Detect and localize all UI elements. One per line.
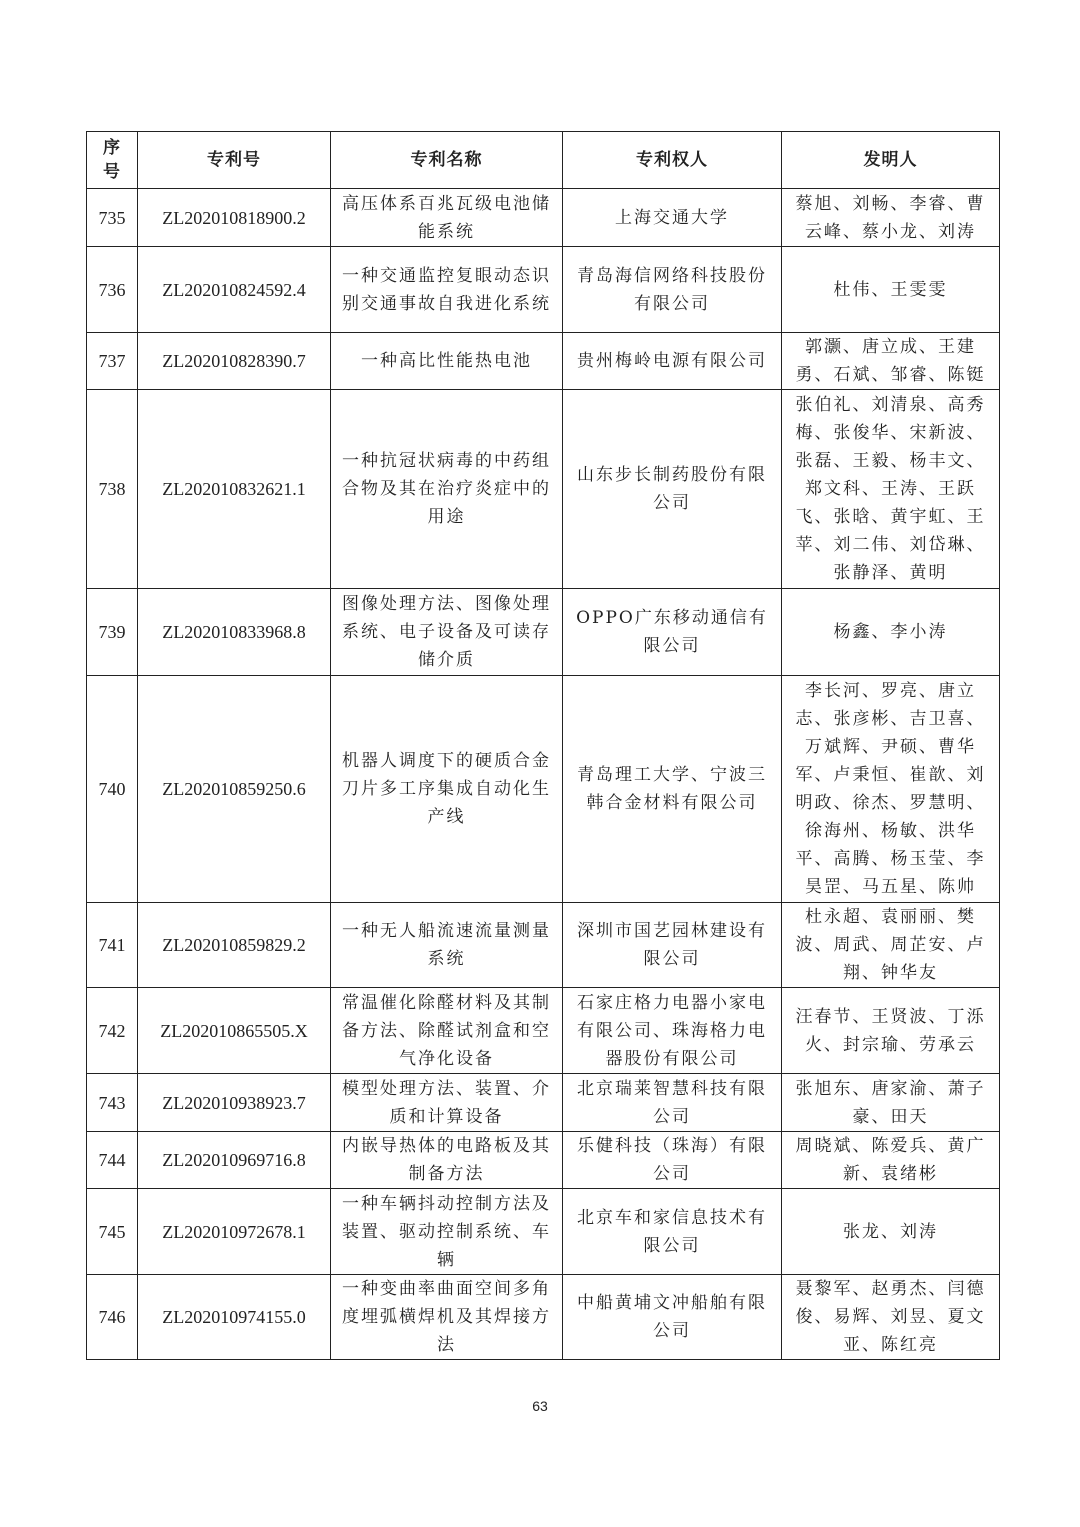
patent-number: ZL202010818900.2 — [138, 189, 331, 247]
patent-name: 内嵌导热体的电路板及其制备方法 — [331, 1132, 563, 1189]
patent-holder: 青岛理工大学、宁波三韩合金材料有限公司 — [563, 676, 782, 903]
header-inventors: 发明人 — [782, 132, 1000, 189]
header-holder: 专利权人 — [563, 132, 782, 189]
inventors: 周晓斌、陈爱兵、黄广新、袁绪彬 — [782, 1132, 1000, 1189]
table-row — [87, 589, 1000, 676]
row-number: 740 — [87, 676, 138, 903]
table-row — [87, 676, 1000, 903]
patent-number: ZL202010969716.8 — [138, 1132, 331, 1189]
row-number: 736 — [87, 247, 138, 333]
table-row — [87, 333, 1000, 390]
inventors: 张旭东、唐家渝、萧子豪、田天 — [782, 1074, 1000, 1132]
patent-holder: 青岛海信网络科技股份有限公司 — [563, 247, 782, 333]
patent-holder: 贵州梅岭电源有限公司 — [563, 333, 782, 390]
patent-number: ZL202010974155.0 — [138, 1275, 331, 1360]
patent-name: 一种交通监控复眼动态识别交通事故自我进化系统 — [331, 247, 563, 333]
header-name: 专利名称 — [331, 132, 563, 189]
table-row — [87, 1074, 1000, 1132]
patent-number: ZL202010865505.X — [138, 988, 331, 1074]
patent-name: 一种车辆抖动控制方法及装置、驱动控制系统、车辆 — [331, 1189, 563, 1275]
row-number: 744 — [87, 1132, 138, 1189]
table-row — [87, 1275, 1000, 1360]
inventors: 张伯礼、刘清泉、高秀梅、张俊华、宋新波、张磊、王毅、杨丰文、郑文科、王涛、王跃飞、张晗、黄宇虹、王苹、刘二伟、刘岱琳、张静泽、黄明 — [782, 390, 1000, 589]
patent-number: ZL202010832621.1 — [138, 390, 331, 589]
patent-holder: 北京车和家信息技术有限公司 — [563, 1189, 782, 1275]
table-row — [87, 1189, 1000, 1275]
patent-holder: 上海交通大学 — [563, 189, 782, 247]
inventors: 杨鑫、李小涛 — [782, 589, 1000, 676]
patent-holder: 石家庄格力电器小家电有限公司、珠海格力电器股份有限公司 — [563, 988, 782, 1074]
row-number: 738 — [87, 390, 138, 589]
table-row — [87, 247, 1000, 333]
inventors: 蔡旭、刘畅、李睿、曹云峰、蔡小龙、刘涛 — [782, 189, 1000, 247]
patent-name: 常温催化除醛材料及其制备方法、除醛试剂盒和空气净化设备 — [331, 988, 563, 1074]
inventors: 郭灏、唐立成、王建勇、石斌、邹睿、陈铤 — [782, 333, 1000, 390]
patent-number: ZL202010859250.6 — [138, 676, 331, 903]
patent-holder: 北京瑞莱智慧科技有限公司 — [563, 1074, 782, 1132]
patent-table — [86, 131, 1000, 1360]
patent-name: 机器人调度下的硬质合金刀片多工序集成自动化生产线 — [331, 676, 563, 903]
row-number: 742 — [87, 988, 138, 1074]
table-row — [87, 903, 1000, 988]
patent-name: 一种抗冠状病毒的中药组合物及其在治疗炎症中的用途 — [331, 390, 563, 589]
row-number: 741 — [87, 903, 138, 988]
patent-number: ZL202010828390.7 — [138, 333, 331, 390]
header-patent-no: 专利号 — [138, 132, 331, 189]
inventors: 张龙、刘涛 — [782, 1189, 1000, 1275]
inventors: 杜伟、王雯雯 — [782, 247, 1000, 333]
table-row — [87, 390, 1000, 589]
row-number: 746 — [87, 1275, 138, 1360]
patent-name: 模型处理方法、装置、介质和计算设备 — [331, 1074, 563, 1132]
patent-holder: 深圳市国艺园林建设有限公司 — [563, 903, 782, 988]
row-number: 737 — [87, 333, 138, 390]
row-number: 739 — [87, 589, 138, 676]
patent-number: ZL202010824592.4 — [138, 247, 331, 333]
table-row — [87, 1132, 1000, 1189]
row-number: 743 — [87, 1074, 138, 1132]
row-number: 745 — [87, 1189, 138, 1275]
patent-number: ZL202010833968.8 — [138, 589, 331, 676]
patent-name: 一种无人船流速流量测量系统 — [331, 903, 563, 988]
header-no: 序号 — [87, 132, 138, 189]
inventors: 聂黎军、赵勇杰、闫德俊、易辉、刘昱、夏文亚、陈红亮 — [782, 1275, 1000, 1360]
patent-number: ZL202010972678.1 — [138, 1189, 331, 1275]
patent-number: ZL202010938923.7 — [138, 1074, 331, 1132]
inventors: 李长河、罗亮、唐立志、张彦彬、吉卫喜、万斌辉、尹硕、曹华军、卢秉恒、崔歆、刘明政、徐杰、罗慧明、徐海州、杨敏、洪华平、高腾、杨玉莹、李昊罡、马五星、陈帅 — [782, 676, 1000, 903]
table-row — [87, 988, 1000, 1074]
patent-name: 图像处理方法、图像处理系统、电子设备及可读存储介质 — [331, 589, 563, 676]
inventors: 杜永超、袁丽丽、樊波、周武、周芷安、卢翔、钟华友 — [782, 903, 1000, 988]
header-row — [87, 132, 1000, 189]
patent-name: 一种高比性能热电池 — [331, 333, 563, 390]
patent-holder: 山东步长制药股份有限公司 — [563, 390, 782, 589]
page-number: 63 — [532, 1398, 548, 1414]
table-row — [87, 189, 1000, 247]
patent-holder: OPPO广东移动通信有限公司 — [563, 589, 782, 676]
inventors: 汪春节、王贤波、丁泺火、封宗瑜、劳承云 — [782, 988, 1000, 1074]
patent-number: ZL202010859829.2 — [138, 903, 331, 988]
row-number: 735 — [87, 189, 138, 247]
patent-holder: 乐健科技（珠海）有限公司 — [563, 1132, 782, 1189]
patent-holder: 中船黄埔文冲船舶有限公司 — [563, 1275, 782, 1360]
patent-name: 高压体系百兆瓦级电池储能系统 — [331, 189, 563, 247]
patent-name: 一种变曲率曲面空间多角度埋弧横焊机及其焊接方法 — [331, 1275, 563, 1360]
